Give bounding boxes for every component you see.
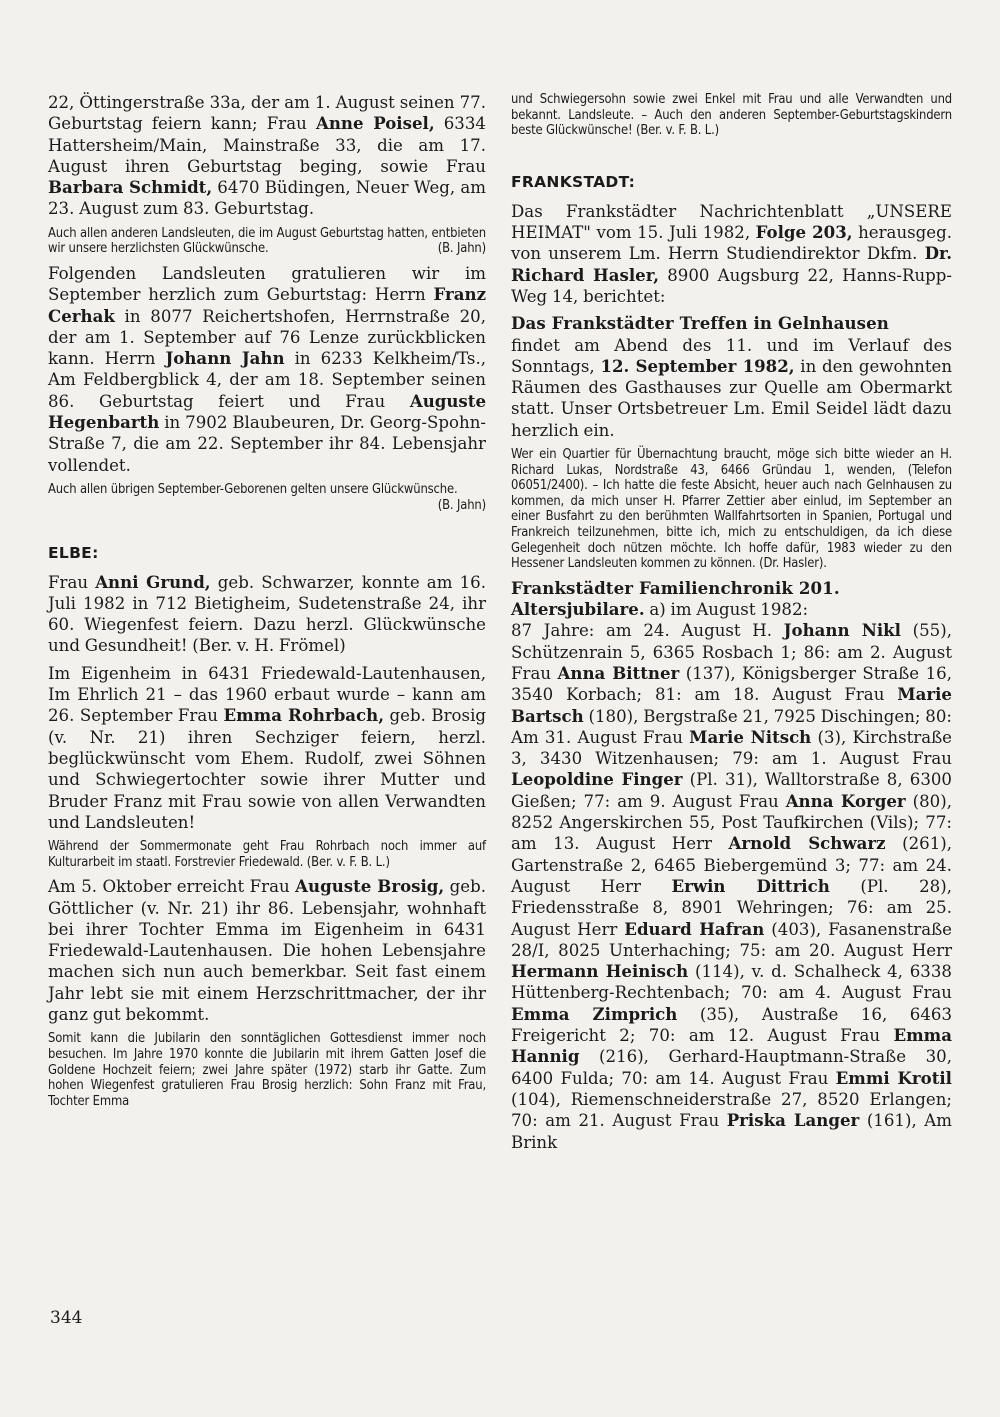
paragraph-altersjubilare: Altersjubilare. a) im August 1982: 87 Jahre: am 24. August H. Johann Nikl (55), Schützenrain 5, 6365 Rosbach 1; 86: am 2. August Frau Anna Bittner (137), Königsberger Straße 16, 3540 Korbach; 81: am 18. August Frau Marie Bartsch (180), Bergstraße 21, 7925 Dischingen; 80: Am 31. August Frau Marie Nitsch (3), Kirchstraße 3, 3430 Witzenhausen; 79: am 1. August Frau Leopoldine Finger (Pl. 31), Walltorstraße 8, 6300 Gießen; 77: am 9. August Frau Anna Korger (80), 8252 Angerskirchen 55, Post Taufkirchen (Vils); 77: am 13. August Herr Arnold Schwarz (261), Gartenstraße 2, 6465 Biebergemünd 3; 77: am 24. August Herr Erwin Dittrich (Pl. 28), Friedensstraße 8, 8901 Wehringen; 76: am 25. August Herr Eduard Hafran (403), Fasanenstraße 28/I, 8025 Unterhaching; 75: am 20. August Herr Hermann Heinisch (114), v. d. Schalheck 4, 6338 Hüttenberg-Rechtenbach; 70: am 4. August Frau Emma Zimprich (35), Austraße 16, 6463 Freigericht 2; 70: am 12. August Frau Emma Hannig (216), Gerhard-Hauptmann-Straße 30, 6400 Fulda; 70: am 14. August Frau Emmi Krotil (104), Riemenschneiderstraße 27, 8520 Erlangen; 70: am 21. August Frau Priska Langer (161), Am Brink — [511, 599, 952, 1152]
birthday-paragraph-august: 22, Öttingerstraße 33a, der am 1. August seinen 77. Geburtstag feiern kann; Frau Anne Poisel, 6334 Hattersheim/Main, Mainstraße 33, die am 17. August ihren Geburtstag beging, sowie Frau Barbara Schmidt, 6470 Büdingen, Neuer Weg, am 23. August zum 83. Geburtstag. — [48, 93, 486, 219]
signature: (B. Jahn) — [437, 497, 486, 513]
signature: (B. Jahn) — [437, 241, 486, 257]
right-column — [511, 92, 952, 1159]
paragraph-auguste-brosig: Am 5. Oktober erreicht Frau Auguste Brosig, geb. Göttlicher (v. Nr. 21) ihr 86. Lebensjahr, wohnhaft bei ihrer Tochter Emma im Eigenheim in 6431 Friedewald-Lautenhausen. Die hohen Lebensjahre machen sich nun auch bemerkbar. Seit fast einem Jahr lebt sie mit einem Herzschrittmacher, der ihr ganz gut bekommt. — [48, 876, 487, 1025]
heading-treffen: Das Frankstädter Treffen in Gelnhausen — [511, 313, 889, 334]
note-brosig: Somit kann die Jubilarin den sonntäglichen Gottesdienst immer noch besuchen. Im Jahre 1970 konnte die Jubilarin mit ihrem Gatten Josef die Goldene Hochzeit feiern; zwei Jahre später (1972) starb ihr Gatte. Zum hohen Wiegenfest gratulieren Frau Brosig herzlich: Sohn Franz mit Frau, Tochter Emma — [48, 1031, 486, 1109]
paragraph-treffen: findet am Abend des 11. und im Verlauf des Sonntags, 12. September 1982, in den gewohnten Räumen des Gasthauses zur Quelle am Obermarkt statt. Unser Ortsbetreuer Lm. Emil Seidel lädt dazu herzlich ein. — [511, 335, 953, 440]
section-heading-frankstadt: FRANKSTADT: — [511, 172, 636, 191]
paragraph-emma-rohrbach: Im Eigenheim in 6431 Friedewald-Lautenhausen, Im Ehrlich 21 – das 1960 erbaut wurde – kann am 26. September Frau Emma Rohrbach, geb. Brosig (v. Nr. 21) ihren Sechziger feiern, herzl. beglückwünscht vom Ehem. Rudolf, zwei Söhnen und Schwiegertochter sowie ihrer Mutter und Bruder Franz mit Frau sowie von allen Verwandten und Landsleuten! — [48, 663, 486, 832]
note-august-greetings: Auch allen anderen Landsleuten, die im August Geburtstag hatten, entbieten wir unsere herzlichsten Glückwünsche. (B. Jahn) — [48, 225, 486, 257]
note-september-greetings: Auch allen übrigen September-Geborenen gelten unsere Glückwünsche. (B. Jahn) — [48, 481, 486, 513]
section-heading-elbe: ELBE: — [48, 543, 99, 562]
note-continuation: und Schwiegersohn sowie zwei Enkel mit Frau und alle Verwandten und bekannt. Landsleute. – Auch den anderen September-Geburtstagskindern beste Glückwünsche! (Ber. v. F. B. L.) — [511, 92, 952, 139]
birthday-paragraph-september: Folgenden Landsleuten gratulieren wir im September herzlich zum Geburtstag: Herrn Franz Cerhak in 8077 Reichertshofen, Herrnstraße 20, der am 1. September auf 76 Lenze zurückblicken kann. Herrn Johann Jahn in 6233 Kelkheim/Ts., Am Feldbergblick 4, der am 18. September seinen 86. Geburtstag feiert und Frau Auguste Hegenbarth in 7902 Blaubeuren, Dr. Georg-Spohn-Straße 7, die am 22. September ihr 84. Lebensjahr vollendet. — [48, 263, 486, 475]
note-rohrbach: Während der Sommermonate geht Frau Rohrbach noch immer auf Kulturarbeit im staatl. Forstrevier Friedewald. (Ber. v. F. B. L.) — [48, 839, 486, 870]
paragraph-anni-grund: Frau Anni Grund, geb. Schwarzer, konnte am 16. Juli 1982 in 712 Bietigheim, Sudetenstraße 24, ihr 60. Wiegenfest feiern. Dazu herzl. Glückwünsche und Gesundheit! (Ber. v. H. Frömel) — [48, 571, 486, 656]
paragraph-nachrichtenblatt: Das Frankstädter Nachrichtenblatt „UNSERE HEIMAT" vom 15. Juli 1982, Folge 203, herausgeg. von unserem Lm. Herrn Studiendirektor Dkfm. Dr. Richard Hasler, 8900 Augsburg 22, Hanns-Rupp-Weg 14, berichtet: — [511, 201, 952, 306]
note-quartier: Wer ein Quartier für Übernachtung braucht, möge sich bitte wieder an H. Richard Lukas, Nordstraße 43, 6466 Gründau 1, wenden, (Telefon 06051/2400). – Ich hatte die feste Absicht, heuer auch nach Gelnhausen zu kommen, da mich unser H. Pfarrer Zettier aber einlud, im September an einer Busfahrt zu den berühmten Wallfahrtsorten in Spanien, Portugal und Frankreich teilzunehmen, bitte ich, mich zu entschuldigen, da ich diese Gelegenheit doch nützen möchte. Ich hoffe dafür, 1983 wieder zu den Hessener Landsleuten kommen zu können. (Dr. Hasler). — [511, 447, 952, 572]
page-number: 344 — [50, 1308, 83, 1328]
left-column — [48, 92, 486, 1115]
heading-familienchronik: Frankstädter Familienchronik 201. — [511, 577, 840, 598]
